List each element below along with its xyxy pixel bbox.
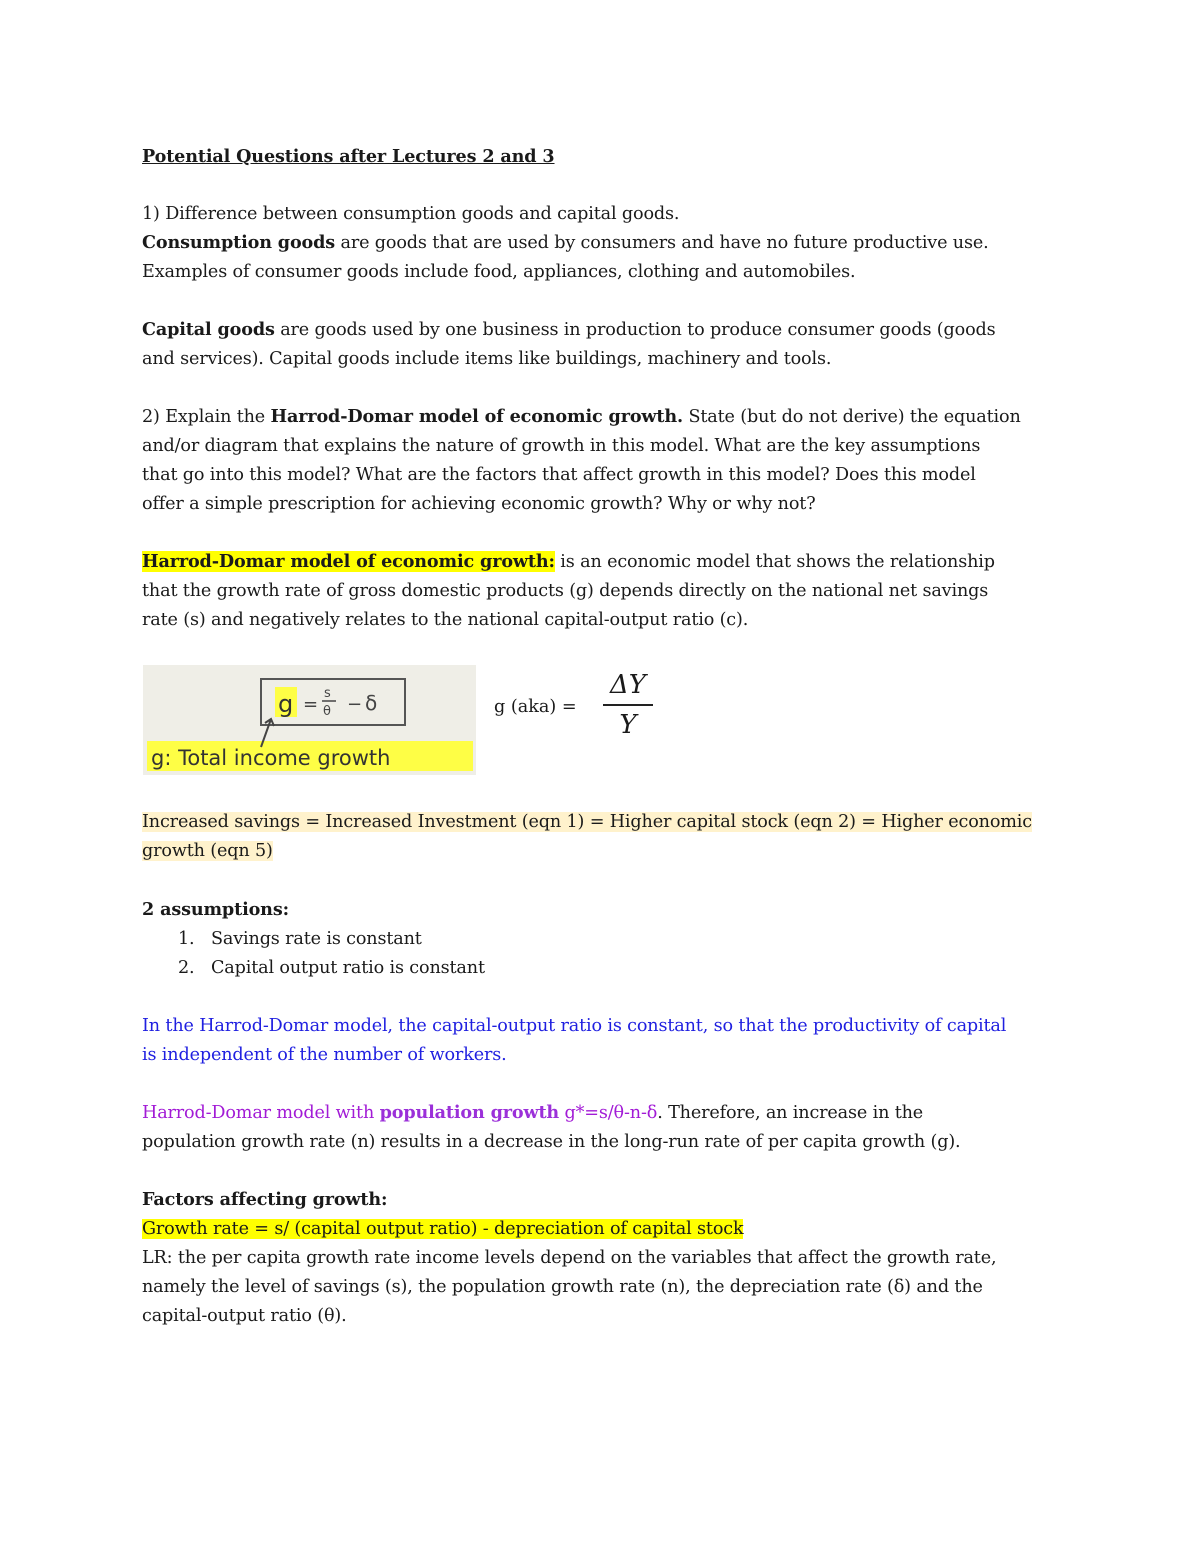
handwritten-eq-text: g [278, 690, 294, 718]
population-growth-line2: population growth rate (n) results in a decrease in the long-run rate of per capita growth (g). [142, 1132, 961, 1152]
svg-text:=: = [303, 694, 319, 715]
capital-goods-def-1: are goods used by one business in production to produce consumer goods (goods [274, 320, 996, 340]
assumption-1-num: 1. [178, 929, 195, 949]
assumption-2-text: Capital output ratio is constant [211, 958, 485, 978]
aka-label: g (aka) = [494, 697, 577, 717]
factors-heading-text: Factors affecting growth: [142, 1189, 388, 1210]
q2-question-line2: and/or diagram that explains the nature of growth in this model. What are the key assumptions [142, 436, 981, 456]
capital-goods-term: Capital goods [142, 319, 275, 340]
pop-bold: population growth [379, 1102, 560, 1123]
handwritten-label: g: Total income growth [151, 746, 391, 770]
pop-formula: g*=s/θ-n-δ [559, 1103, 658, 1123]
svg-text:δ: δ [365, 691, 378, 715]
factors-heading [142, 1188, 387, 1212]
pop-rest: . Therefore, an increase in the [657, 1103, 924, 1123]
lr-line1: LR: the per capita growth rate income levels depend on the variables that affect the growth rate, [142, 1248, 997, 1268]
q2-prefix: 2) Explain the [142, 407, 271, 427]
document-title: Potential Questions after Lectures 2 and 3 [142, 146, 555, 167]
hd-definition-rest: is an economic model that shows the relationship [554, 552, 995, 572]
assumptions-heading [142, 898, 289, 922]
pop-prefix: Harrod-Domar model with [142, 1103, 380, 1123]
factors-formula-line [142, 1217, 743, 1241]
chain-line1-text: Increased savings = Increased Investment (eqn 1) = Higher capital stock (eqn 2) = Higher economic [142, 812, 1032, 832]
q2-question-line4: offer a simple prescription for achieving economic growth? Why or why not? [142, 494, 816, 514]
capital-goods-definition [142, 318, 996, 342]
chain-line2-text: growth (eqn 5) [142, 841, 273, 861]
assumption-2-num: 2. [178, 958, 195, 978]
hd-definition-line1 [142, 550, 995, 574]
blue-note-line2: is independent of the number of workers. [142, 1045, 507, 1065]
fraction-bar [603, 704, 653, 706]
q2-bold: Harrod-Domar model of economic growth. [270, 406, 684, 427]
svg-text:θ: θ [323, 704, 331, 719]
consumption-goods-examples: Examples of consumer goods include food, appliances, clothing and automobiles. [142, 262, 856, 282]
capital-goods-def-2: and services). Capital goods include items like buildings, machinery and tools. [142, 349, 832, 369]
assumption-1-text: Savings rate is constant [211, 929, 422, 949]
q1-question: 1) Difference between consumption goods and capital goods. [142, 204, 680, 224]
lr-line2: namely the level of savings (s), the population growth rate (n), the depreciation rate (δ) and the [142, 1277, 983, 1297]
svg-text:−: − [347, 694, 363, 715]
q2-question-line1 [142, 405, 1021, 429]
lr-line3: capital-output ratio (θ). [142, 1306, 347, 1326]
assumptions-heading-text: 2 assumptions: [142, 899, 289, 920]
population-growth-line1 [142, 1101, 923, 1125]
chain-line1 [142, 810, 1032, 834]
consumption-goods-term: Consumption goods [142, 232, 336, 253]
fraction-denominator: Y [619, 710, 637, 740]
factors-formula-text: Growth rate = s/ (capital output ratio) - depreciation of capital stock [142, 1219, 744, 1239]
fraction-numerator: ΔY [610, 670, 646, 700]
q2-rest: State (but do not derive) the equation [683, 407, 1021, 427]
hd-definition-line3: rate (s) and negatively relates to the national capital-output ratio (c). [142, 610, 749, 630]
handwritten-equation-photo [143, 665, 476, 775]
hd-definition-line2: that the growth rate of gross domestic products (g) depends directly on the national net savings [142, 581, 989, 601]
q2-question-line3: that go into this model? What are the factors that affect growth in this model? Does this model [142, 465, 976, 485]
consumption-goods-def: are goods that are used by consumers and have no future productive use. [335, 233, 989, 253]
hd-definition-term: Harrod-Domar model of economic growth: [142, 551, 555, 572]
chain-line2 [142, 839, 273, 863]
blue-note-line1: In the Harrod-Domar model, the capital-output ratio is constant, so that the productivity of capital [142, 1016, 1007, 1036]
consumption-goods-definition [142, 231, 989, 255]
svg-text:s: s [324, 686, 331, 701]
